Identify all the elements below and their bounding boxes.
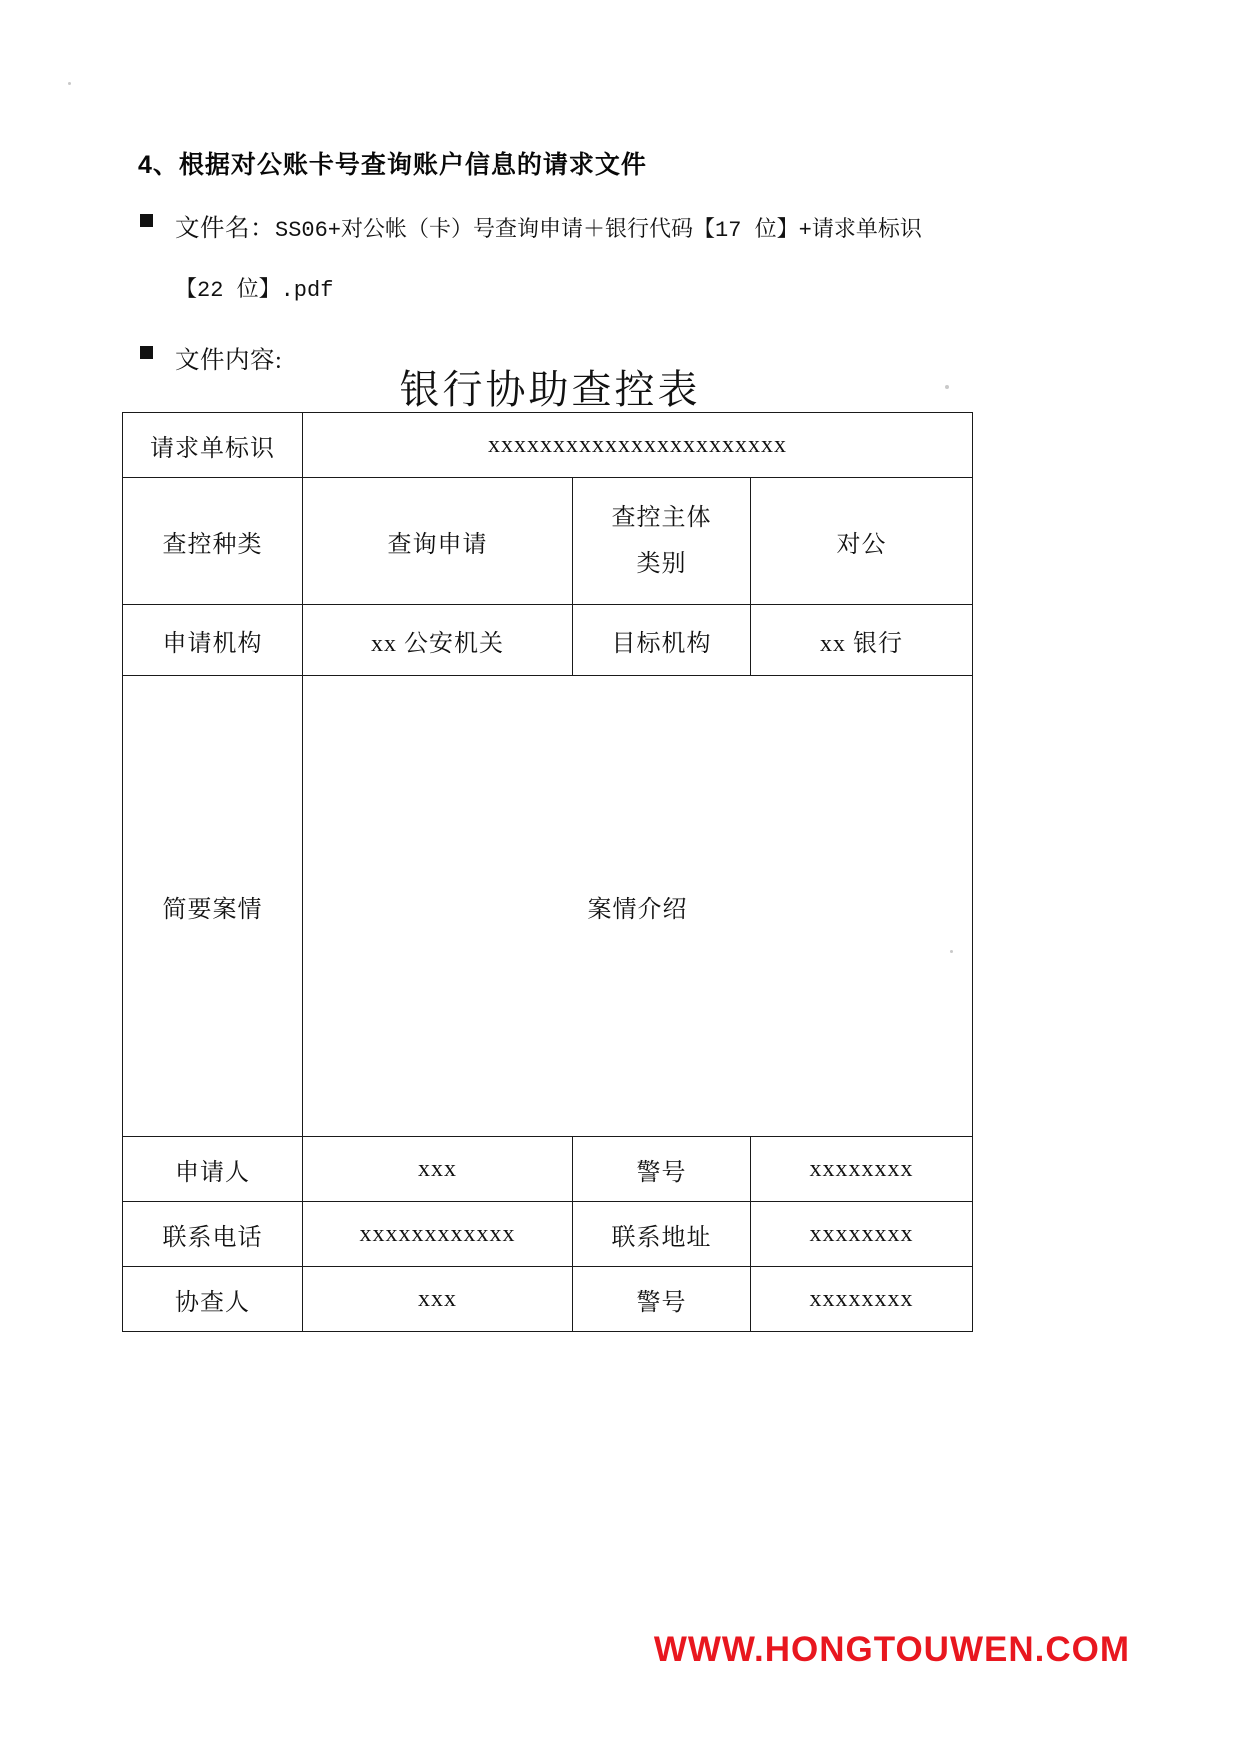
subject-type-value: 对公 — [751, 478, 973, 605]
form-table-wrapper — [122, 412, 972, 1332]
table-row — [123, 478, 973, 605]
target-org-value: xx 银行 — [751, 605, 973, 676]
file-name-text — [175, 200, 935, 320]
table-row — [123, 1202, 973, 1267]
subject-type-label-line2: 类别 — [636, 551, 687, 577]
query-type-label: 查控种类 — [123, 478, 303, 605]
police-number-label-1: 警号 — [573, 1137, 751, 1202]
case-brief-value: 案情介绍 — [303, 676, 973, 1137]
police-number-label-2: 警号 — [573, 1267, 751, 1332]
subject-type-label — [573, 478, 751, 605]
subject-type-label-line1: 查控主体 — [611, 505, 712, 531]
file-name-label: 文件名： — [175, 215, 275, 242]
form-title: 银行协助查控表 — [399, 367, 701, 412]
scan-speckle — [68, 82, 71, 85]
square-bullet-icon — [140, 214, 153, 227]
bank-assistance-form-table — [122, 412, 973, 1332]
list-item — [140, 200, 970, 320]
applicant-org-label: 申请机构 — [123, 605, 303, 676]
section-heading: 4、根据对公账卡号查询账户信息的请求文件 — [138, 151, 647, 179]
table-row — [123, 413, 973, 478]
police-number-value-2: xxxxxxxx — [751, 1267, 973, 1332]
file-name-value: SS06+对公帐（卡）号查询申请＋银行代码【17 位】+请求单标识【22 位】.pdf — [175, 218, 922, 303]
assistant-value: xxx — [303, 1267, 573, 1332]
table-row — [123, 1137, 973, 1202]
address-label: 联系地址 — [573, 1202, 751, 1267]
query-type-value: 查询申请 — [303, 478, 573, 605]
table-row — [123, 1267, 973, 1332]
applicant-org-value: xx 公安机关 — [303, 605, 573, 676]
table-row — [123, 605, 973, 676]
address-value: xxxxxxxx — [751, 1202, 973, 1267]
police-number-value-1: xxxxxxxx — [751, 1137, 973, 1202]
site-watermark: WWW.HONGTOUWEN.COM — [653, 1630, 1130, 1669]
request-id-value: xxxxxxxxxxxxxxxxxxxxxxx — [303, 413, 973, 478]
table-row — [123, 676, 973, 1137]
file-content-label: 文件内容: — [175, 347, 283, 374]
target-org-label: 目标机构 — [573, 605, 751, 676]
phone-value: xxxxxxxxxxxx — [303, 1202, 573, 1267]
request-id-label: 请求单标识 — [123, 413, 303, 478]
applicant-label: 申请人 — [123, 1137, 303, 1202]
phone-label: 联系电话 — [123, 1202, 303, 1267]
case-brief-label: 简要案情 — [123, 676, 303, 1137]
applicant-value: xxx — [303, 1137, 573, 1202]
assistant-label: 协查人 — [123, 1267, 303, 1332]
